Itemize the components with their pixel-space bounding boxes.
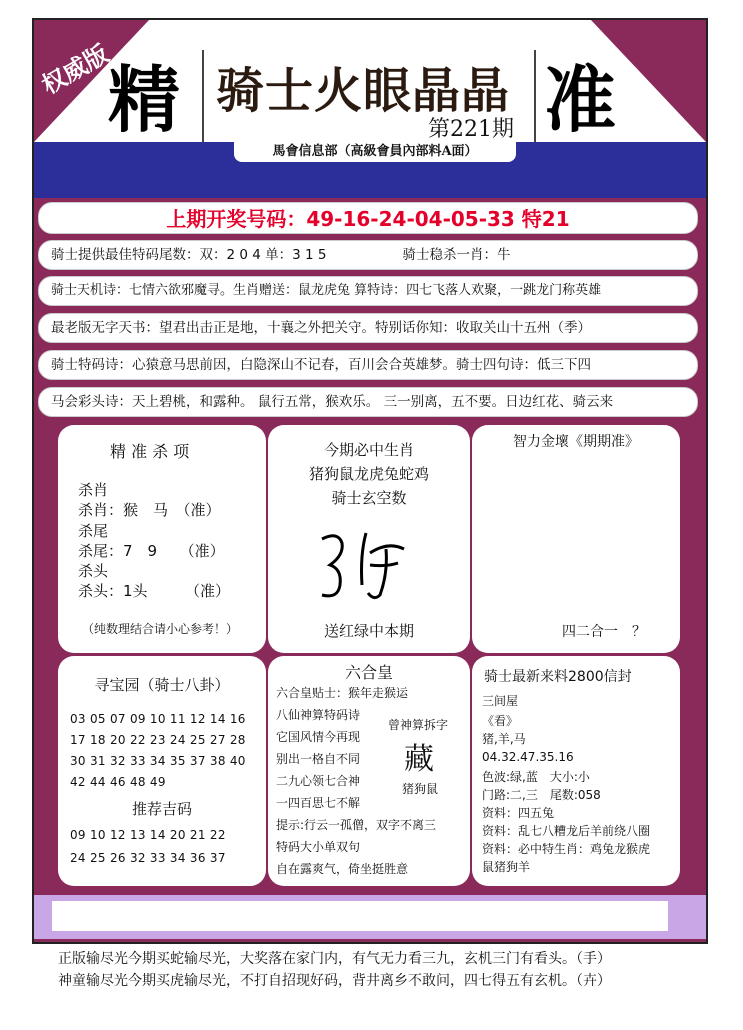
liuhe-line: 别出一格自不同 (276, 752, 361, 766)
number-row: 03 05 07 09 10 11 12 14 16 (70, 712, 246, 726)
split-char-answer: 猪狗鼠 (402, 782, 439, 796)
zodiac-line: 今期必中生肖 (323, 441, 414, 459)
zodiac-panel (268, 425, 470, 653)
poem-row: 骑士天机诗：七情六欲邪魔寻。生肖赠送：鼠龙虎兔 算特诗：四七飞落人欢聚，一跳龙门称英雄 (38, 276, 698, 306)
latest-line: 猪,羊,马 (482, 732, 526, 746)
latest-line: 04.32.47.35.16 (482, 750, 574, 764)
liuhe-line: 特码大小单双句 (276, 840, 361, 854)
split-char-label: 曾神算拆字 (388, 718, 449, 732)
zodiac-bottom: 送红绿中本期 (323, 622, 414, 640)
split-char: 藏 (404, 742, 434, 777)
latest-line: 资料：四五兔 (482, 806, 555, 820)
latest-line: 资料：乱七八糟龙后羊前绕八圈 (482, 824, 651, 838)
liuhe-title: 六合皇 (344, 663, 393, 682)
lucky-numbers-title: 推荐吉码 (131, 800, 192, 818)
liuhe-line: 提示:行云一孤僧，双字不离三 (276, 818, 437, 832)
latest-info-panel (472, 656, 680, 886)
intelligence-panel (472, 425, 680, 653)
latest-title: 骑士最新来料2800信封 (484, 669, 632, 685)
authority-stamp: 权威版 (36, 38, 114, 100)
latest-line: 色波:绿,蓝 大小:小 (482, 770, 590, 784)
kill-line: 杀尾：7 9 （准） (78, 542, 225, 560)
bottom-blank-box (52, 901, 668, 931)
number-row: 17 18 20 22 23 24 25 27 28 (70, 733, 246, 747)
intelligence-title: 智力金壞《期期准》 (513, 434, 639, 450)
latest-line: 三间屋 (482, 694, 519, 708)
handwritten-mark-icon (308, 525, 428, 605)
kill-line: 杀肖 (78, 481, 109, 499)
latest-line: 门路:二,三 尾数:058 (482, 788, 601, 802)
last-draw-row: 上期开奖号码：49-16-24-04-05-33 特21 (38, 202, 698, 234)
liuhe-panel (268, 656, 470, 886)
liuhe-line: 它国风情今再现 (276, 730, 361, 744)
header-left-char: 精 (108, 57, 181, 142)
latest-line: 资料：必中特生肖：鸡兔龙猴虎 (482, 842, 651, 856)
footer-line: 正版输尽光今期买蛇输尽光，大奖落在家门内，有气无力看三九，玄机三门有看头。（手） (58, 951, 611, 967)
kill-line: 杀尾 (78, 522, 109, 540)
tail-number-text: 骑士提供最佳特码尾数：双：2 0 4 单：3 1 5 (51, 247, 327, 263)
lucky-number-row: 09 10 12 13 14 20 21 22 (70, 828, 226, 842)
kill-line: 杀头 (78, 562, 109, 580)
kill-zodiac-text: 骑士稳杀一肖：牛 (402, 247, 511, 263)
liuhe-line: 六合皇贴士：猴年走猴运 (276, 686, 409, 700)
liuhe-line: 二九心领七合神 (276, 774, 361, 788)
lottery-poem-row: 马会彩头诗：天上碧桃，和露种。 鼠行五常，猴欢乐。 三一别离，五不要。日边红花、骑云来 (38, 387, 698, 417)
page-title: 骑士火眼晶晶 (216, 63, 511, 119)
kill-line: 杀头：1头 （准） (78, 582, 231, 600)
kill-note: （纯数理结合请小心参考！） (82, 622, 239, 636)
treasure-panel (58, 656, 266, 886)
header (34, 20, 706, 142)
issue-number: 第221期 (428, 117, 514, 142)
latest-line: 鼠猪狗羊 (482, 860, 531, 874)
liuhe-line: 一四百思七不解 (276, 796, 361, 810)
kill-panel (58, 425, 266, 653)
treasure-title: 寻宝园（骑士八卦） (94, 676, 230, 694)
number-row: 42 44 46 48 49 (70, 775, 166, 789)
latest-line: 《看》 (482, 714, 519, 728)
tail-number-row (38, 240, 698, 270)
intelligence-answer: 四二合一 ？ (562, 624, 646, 640)
footer-line: 神童输尽光今期买虎输尽光，不打自招现好码，背井离乡不敢问，四七得五有玄机。（卉） (58, 973, 611, 989)
divider (534, 50, 536, 142)
lucky-number-row: 24 25 26 32 33 34 36 37 (70, 851, 226, 865)
kill-line: 杀肖：猴 马 （准） (78, 501, 221, 519)
zodiac-list: 猪狗鼠龙虎兔蛇鸡 (308, 465, 429, 483)
liuhe-line: 自在露爽气，倚坐挺胜意 (276, 862, 409, 876)
kill-panel-title: 精 准 杀 项 (110, 442, 190, 461)
bureau-label: 馬會信息部（高級會員內部料A面） (234, 142, 516, 162)
header-right-char: 准 (544, 57, 617, 142)
special-poem-row: 骑士特码诗：心猿意马思前因，白隐深山不记春，百川会合英雄梦。骑士四句诗：低三下四 (38, 350, 698, 380)
number-row: 30 31 32 33 34 35 37 38 40 (70, 754, 246, 768)
liuhe-line: 八仙神算特码诗 (276, 708, 361, 722)
mystic-number-label: 骑士玄空数 (331, 489, 407, 507)
divider (202, 50, 204, 142)
book-row: 最老版无字天书：望君出击正是地，十襄之外把关守。特别话你知：收取关山十五州（季） (38, 313, 698, 343)
